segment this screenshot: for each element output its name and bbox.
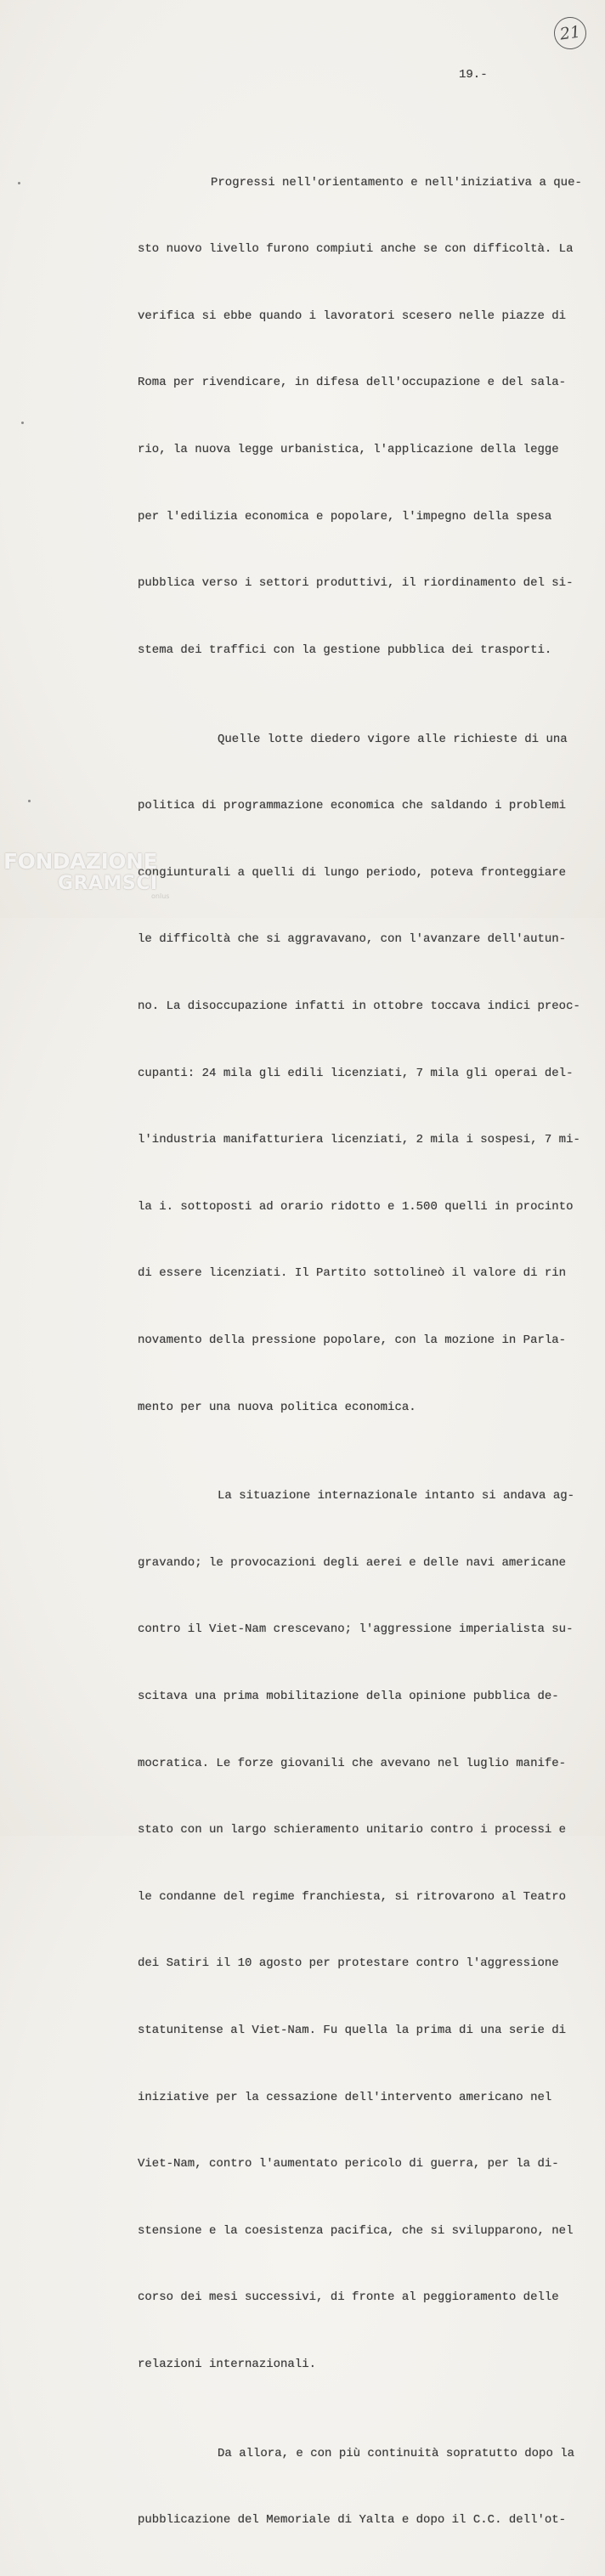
text-line: mento per una nuova politica economica. [138, 1400, 416, 1414]
margin-speck [21, 422, 24, 424]
text-line: sto nuovo livello furono compiuti anche se con difficoltà. La [138, 242, 574, 257]
page-number: 19.- [459, 68, 488, 82]
text-line: statunitense al Viet-Nam. Fu quella la prima di una serie di [138, 2024, 567, 2038]
text-line: l'industria manifatturiera licenziati, 2 mila i sospesi, 7 mi- [138, 1133, 580, 1147]
text-line: iniziative per la cessazione dell'intervento americano nel [138, 2090, 552, 2104]
text-line: congiunturali a quelli di lungo periodo, poteva fronteggiare [138, 865, 567, 880]
text-line: di essere licenziati. Il Partito sottolineò il valore di rin [138, 1266, 567, 1281]
text-line: stato con un largo schieramento unitario contro i processi e [138, 1823, 567, 1837]
text-line: Roma per rivendicare, in difesa dell'occupazione e del sala- [138, 376, 567, 390]
watermark-line-3: onlus [151, 892, 170, 900]
archive-watermark-logo [3, 849, 170, 900]
text-line: stema dei traffici con la gestione pubblica dei trasporti. [138, 643, 552, 657]
text-line: la i. sottoposti ad orario ridotto e 1.500 quelli in procinto [138, 1199, 574, 1214]
margin-speck [28, 800, 31, 802]
typewritten-body [138, 105, 597, 2576]
text-line: mocratica. Le forze giovanili che avevano nel luglio manife- [138, 1756, 567, 1770]
text-line: le difficoltà che si aggravavano, con l'avanzare dell'autun- [138, 932, 567, 947]
text-line: pubblicazione del Memoriale di Yalta e dopo il C.C. dell'ot- [138, 2513, 567, 2528]
text-line: scitava una prima mobilitazione della opinione pubblica de- [138, 1690, 559, 1704]
text-line: Da allora, e con più continuità sopratutto dopo la [218, 2446, 575, 2460]
text-line: cupanti: 24 mila gli edili licenziati, 7 mila gli operai del- [138, 1066, 574, 1080]
text-line: La situazione internazionale intanto si andava ag- [218, 1489, 575, 1503]
text-line: verifica si ebbe quando i lavoratori scesero nelle piazze di [138, 309, 567, 323]
text-line: no. La disoccupazione infatti in ottobre toccava indici preoc- [138, 999, 580, 1013]
text-line: rio, la nuova legge urbanistica, l'applicazione della legge [138, 442, 559, 456]
text-line: per l'edilizia economica e popolare, l'impegno della spesa [138, 509, 552, 524]
text-line: relazioni internazionali. [138, 2358, 317, 2372]
text-line: gravando; le provocazioni degli aerei e delle navi americane [138, 1555, 567, 1570]
text-line: contro il Viet-Nam crescevano; l'aggressione imperialista su- [138, 1622, 574, 1637]
text-line: Viet-Nam, contro l'aumentato pericolo di guerra, per la di- [138, 2157, 559, 2171]
text-line: corso dei mesi successivi, di fronte al peggioramento delle [138, 2290, 559, 2305]
handwritten-folio-number: 21 [552, 15, 589, 52]
watermark-line-2: GRAMSCI [58, 873, 158, 894]
text-line: politica di programmazione economica che saldando i problemi [138, 799, 567, 813]
text-line: pubblica verso i settori produttivi, il riordinamento del si- [138, 576, 574, 591]
text-line: Progressi nell'orientamento e nell'iniziativa a que- [211, 175, 582, 190]
text-line: le condanne del regime franchiesta, si ritrovarono al Teatro [138, 1889, 567, 1904]
text-line: novamento della pressione popolare, con la mozione in Parla- [138, 1333, 567, 1347]
margin-speck [18, 182, 20, 184]
text-line: stensione e la coesistenza pacifica, che si svilupparono, nel [138, 2223, 574, 2238]
text-line: dei Satiri il 10 agosto per protestare contro l'aggressione [138, 1956, 559, 1971]
text-line: Quelle lotte diedero vigore alle richieste di una [218, 732, 568, 746]
watermark-line-1: FONDAZIONE [3, 849, 158, 874]
